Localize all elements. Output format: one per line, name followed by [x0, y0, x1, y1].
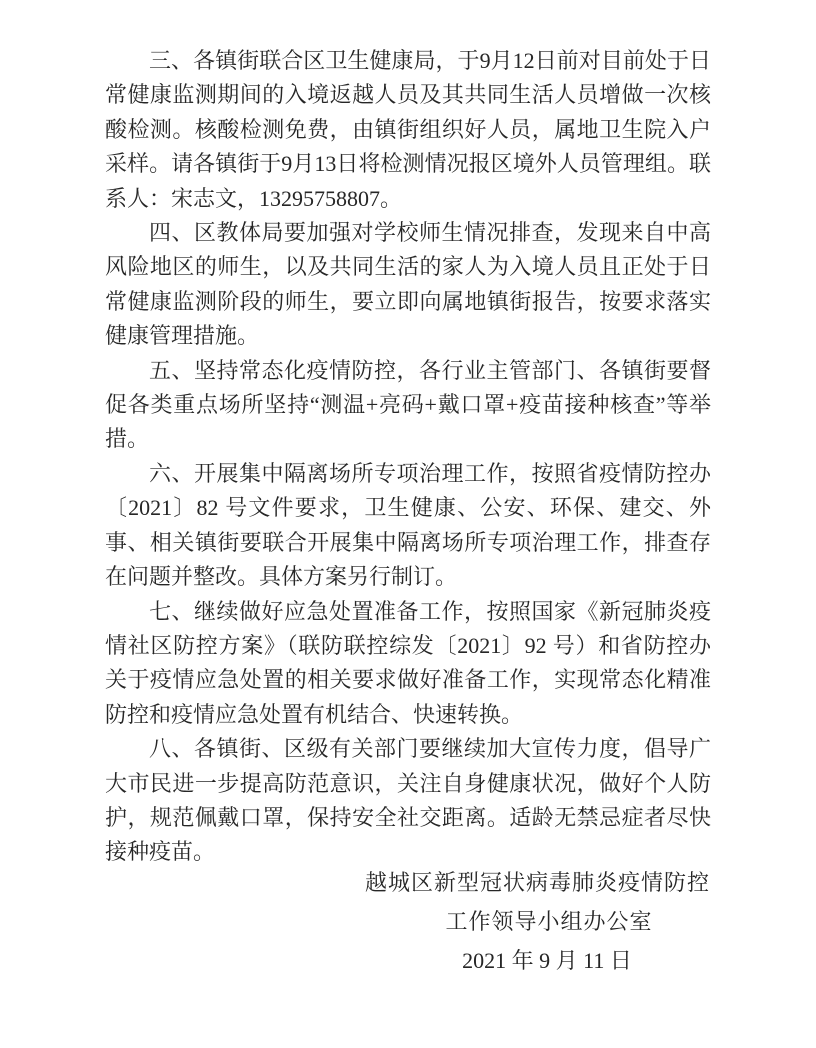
- signature-org-name-line-2: 工作领导小组办公室: [445, 909, 653, 934]
- paragraph-item-7: 七、继续做好应急处置准备工作，按照国家《新冠肺炎疫情社区防控方案》（联防联控综发〔2021〕92 号）和省防控办关于疫情应急处置的相关要求做好准备工作，实现常态化精准防控和疫情应急处置有机结合、快速转换。: [105, 598, 711, 727]
- signature-block: [365, 863, 711, 980]
- signature-org-name-line-1: 越城区新型冠状病毒肺炎疫情防控: [365, 870, 711, 895]
- paragraph-item-4: 四、区教体局要加强对学校师生情况排查，发现来自中高风险地区的师生，以及共同生活的家人为入境人员且正处于日常健康监测阶段的师生，要立即向属地镇街报告，按要求落实健康管理措施。: [105, 220, 711, 349]
- paragraph-item-8: 八、各镇街、区级有关部门要继续加大宣传力度，倡导广大市民进一步提高防范意识，关注自身健康状况，做好个人防护，规范佩戴口罩，保持安全社交距离。适龄无禁忌症者尽快接种疫苗。: [105, 736, 711, 865]
- paragraph-item-5: 五、坚持常态化疫情防控，各行业主管部门、各镇街要督促各类重点场所坚持“测温+亮码+戴口罩+疫苗接种核查”等举措。: [105, 357, 711, 452]
- document-body: [105, 44, 711, 870]
- paragraph-item-6: 六、开展集中隔离场所专项治理工作，按照省疫情防控办〔2021〕82 号文件要求，卫生健康、公安、环保、建交、外事、相关镇街要联合开展集中隔离场所专项治理工作，排查存在问题并整改。具体方案另行制订。: [105, 460, 711, 590]
- signature-date: 2021 年 9 月 11 日: [462, 948, 632, 973]
- paragraph-item-3: 三、各镇街联合区卫生健康局，于9月12日前对目前处于日常健康监测期间的入境返越人员及其共同生活人员增做一次核酸检测。核酸检测免费，由镇街组织好人员，属地卫生院入户采样。请各镇街于9月13日将检测情况报区境外人员管理组。联系人：宋志文，13295758807。: [105, 48, 711, 211]
